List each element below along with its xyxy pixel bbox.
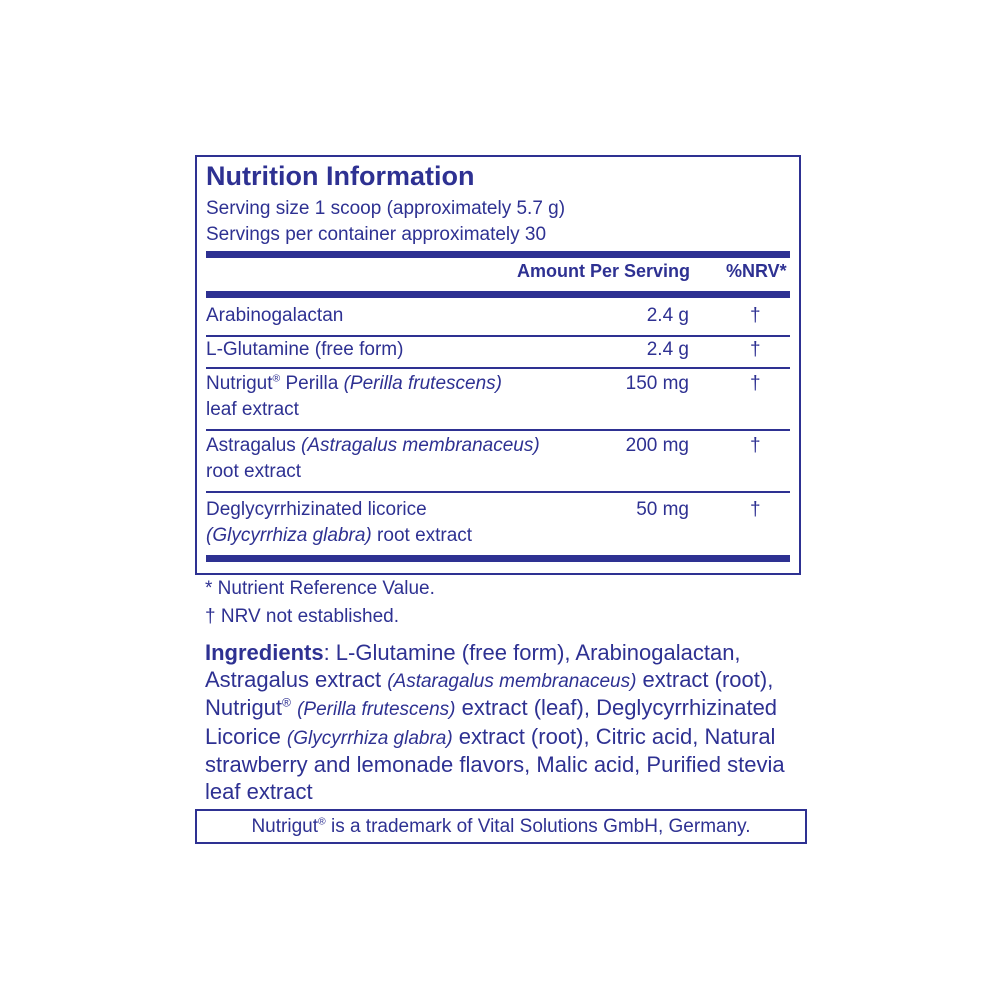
nutrient-nrv: † xyxy=(750,499,761,520)
nutrient-nrv: † xyxy=(750,339,761,360)
nutrient-name: L-Glutamine (free form) xyxy=(206,339,404,360)
ingredients-label: Ingredients xyxy=(205,640,324,665)
nutrient-amount: 150 mg xyxy=(625,373,689,394)
nutrient-nrv: † xyxy=(750,435,761,456)
nutrient-part: root extract xyxy=(206,461,302,482)
table-row xyxy=(206,337,606,363)
ingredients-scientific-name: (Glycyrrhiza glabra) xyxy=(286,727,453,749)
ingredients-paragraph xyxy=(205,640,795,805)
nutrient-part: leaf extract xyxy=(206,399,299,420)
nutrient-amount: 2.4 g xyxy=(646,305,689,326)
panel-title: Nutrition Information xyxy=(206,161,475,191)
col-amount-header: Amount Per Serving xyxy=(517,261,691,281)
nutrient-name-cont: Perilla xyxy=(280,373,344,394)
registered-mark: ® xyxy=(282,695,291,710)
nutrient-nrv: † xyxy=(750,373,761,394)
nutrient-amount: 200 mg xyxy=(625,435,689,456)
table-row xyxy=(206,433,606,485)
trademark-text: is a trademark of Vital Solutions GmbH, Germany. xyxy=(325,816,751,837)
nutrition-panel xyxy=(195,155,801,575)
table-row xyxy=(206,303,606,329)
footnote-nrv-not-established: † NRV not established. xyxy=(205,606,399,627)
nutrient-name: Nutrigut xyxy=(206,373,273,394)
registered-mark: ® xyxy=(317,816,326,828)
row-divider xyxy=(206,491,790,493)
table-row xyxy=(206,497,606,549)
nutrient-part: root extract xyxy=(371,525,473,546)
ingredients-scientific-name: (Perilla frutescens) xyxy=(297,699,456,720)
nutrient-nrv: † xyxy=(750,305,761,326)
table-row xyxy=(206,371,606,423)
nutrient-scientific-name: (Perilla frutescens) xyxy=(343,373,502,394)
ingredients-scientific-name: (Astaragalus membranaceus) xyxy=(387,670,637,692)
nutrient-scientific-name: (Glycyrrhiza glabra) xyxy=(206,525,372,546)
nutrient-name: Arabinogalactan xyxy=(206,305,344,326)
col-nrv-header: %NRV* xyxy=(726,261,787,281)
row-divider xyxy=(206,429,790,431)
table-bottom-rule xyxy=(206,555,790,562)
footnote-nrv-reference: * Nutrient Reference Value. xyxy=(205,578,435,599)
nutrient-amount: 2.4 g xyxy=(646,339,689,360)
nutrient-name: Astragalus xyxy=(206,435,302,456)
row-divider xyxy=(206,367,790,369)
nutrient-name: Deglycyrrhizinated licorice xyxy=(206,499,427,520)
servings-per-container: Servings per container approximately 30 xyxy=(206,224,547,245)
serving-size: Serving size 1 scoop (approximately 5.7 g) xyxy=(206,198,566,219)
trademark-brand: Nutrigut xyxy=(251,816,318,837)
registered-mark: ® xyxy=(272,373,281,385)
ingredients-text: extract (root), Citric acid, Natural strawberry and lemonade flavors, Malic acid, Purified stevia leaf extract xyxy=(205,723,785,804)
nutrient-scientific-name: (Astragalus membranaceus) xyxy=(301,435,540,456)
ingredients-text: : L-Glutamine (free form), Arabinogalactan, Astragalus extract xyxy=(205,640,741,692)
trademark-notice xyxy=(195,809,807,844)
ingredients-text: extract (root), Nutrigut xyxy=(205,666,774,720)
ingredients-text: extract (leaf), Deglycyrrhizinated Licorice xyxy=(205,695,778,749)
header-rule-bottom xyxy=(206,291,790,298)
header-rule-top xyxy=(206,251,790,258)
nutrient-amount: 50 mg xyxy=(636,499,689,520)
